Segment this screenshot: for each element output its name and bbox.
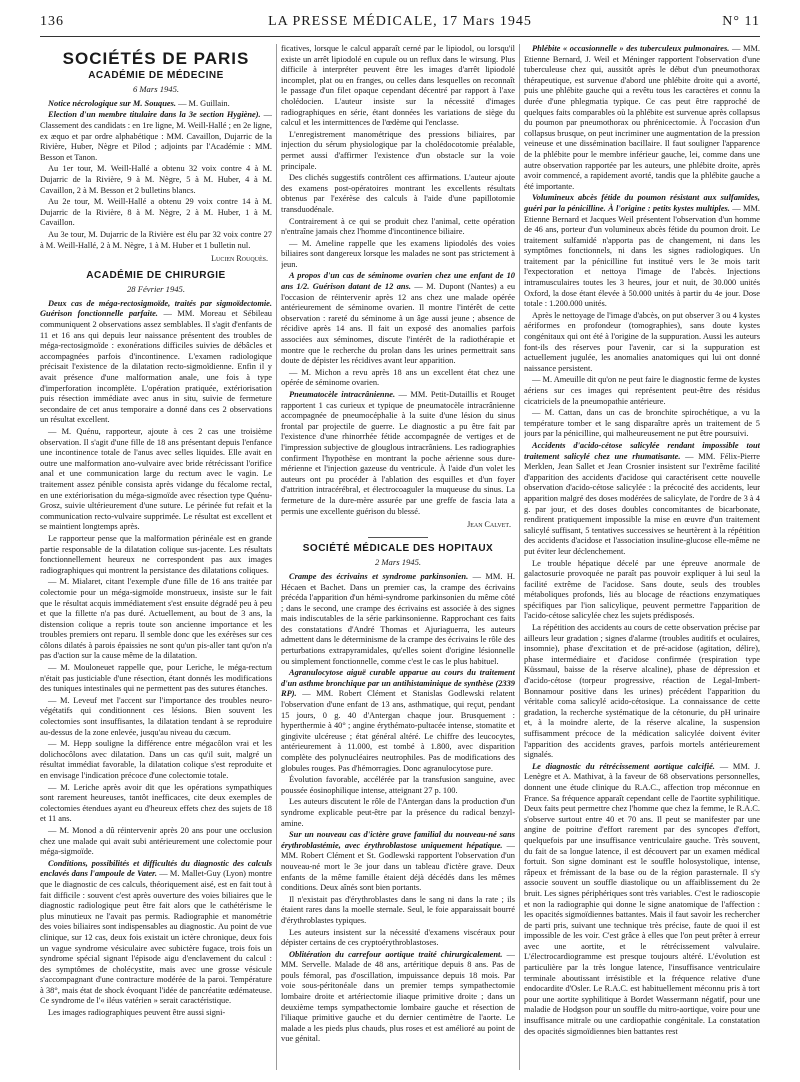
paragraph-text: — MM. Servelle. Malade de 48 ans, artéritique depuis 8 ans. Pas de pouls fémoral, pas d'oscillation, impuissance depuis 18 mois. Par voie sous-péritonéale dans un premier temps sympathectomie lombaire droite et artériectomie iliaque primitive droite ; dans un deuxième temps sympathectomie lombaire gauche et résection de l'iliaque primitive gauche et du dernier centimètre de l'aorte. Le malade a les pieds plus chauds, plus roses et est amélioré au point de vue génital.: [281, 949, 515, 1044]
column-3: [524, 44, 760, 1070]
paragraph-heading: Election d'un membre titulaire dans la 3e section Hygiène).: [48, 110, 261, 120]
paragraph: [281, 271, 515, 366]
running-head: [40, 14, 760, 32]
paragraph: Le rapporteur pense que la malformation périnéale est en grande partie responsable de la dilatation colique sus-jacente. Les résultats fonctionnellement heureux ne correspondent pas aux images radiographiques qui montrent la persistance des dilatations coliques.: [40, 533, 272, 575]
paragraph-text: — Classement des candidats : en 1re ligne, M. Weill-Hallé ; en 2e ligne, ex æquo et par ordre alphabétique : MM. Cavaillon, Dujarric de la Rivière, Huber, Nègre et Pilod ; adjoints par l'Académie : MM. Besson et Tanon.: [40, 110, 272, 162]
column-divider: [519, 44, 520, 1070]
paragraph-text: — MM. Petit-Dutaillis et Rouget rapportent 1 cas curieux et typique de pneumatocèle intracrânienne accompagnée de pneumocéphalie à la suite d'une lésion du sinus frontal par projectile de guerre. Le diagnostic a pu être fait par l'existence d'une rhinorrhée fétide accompagnée de vertiges et de l'impression subjective de glouglous intracrâniens. Les radiographies confirment l'hypothèse en montrant la poche aérienne sous dure-mérienne et l'injection gazeuse du ventricule. À l'aide d'un volet les auteurs ont pu procéder à l'ablation des esquilles et d'un foyer d'attrition intracérébral, et électrocoaguler la muqueuse du sinus. La fermeture de la dure-mère assurée par une greffe de fascia lata a permis une excellente guérison du blessé.: [281, 390, 515, 516]
paragraph: Les auteurs insistent sur la nécessité d'examens viscéraux pour dépister certains de ces cryptoérythroblastoses.: [281, 927, 515, 948]
paragraph: Des clichés suggestifs contrôlent ces affirmations. L'auteur ajoute des examens post-opératoires montrant les excellents résultats obtenus par l'exérèse des calculs à l'aide d'une papillotomie transduodénale.: [281, 173, 515, 214]
paragraph: — M. Ameline rappelle que les examens lipiodolés des voies biliaires sont dangereux lorsque les malades ne sont pas strictement à jeun.: [281, 238, 515, 269]
signature: Lucien Rouquès.: [211, 254, 268, 264]
paragraph-heading: Oblitération du carrefour aortique traité chirurgicalement.: [289, 949, 503, 959]
paragraph: Il n'existait pas d'érythroblastes dans le sang ni dans la rate ; ils étaient rares dans la moelle sternale. Seul, le foie apparaissait bourré d'érythroblastes typiques.: [281, 894, 515, 925]
paragraph: — M. Quénu, rapporteur, ajoute à ces 2 cas une troisième observation. Il s'agit d'une fille de 18 ans présentant depuis l'enfance une incontinence totale de l'anus avec selles liquides. Elle avait en outre une malformation ano-vulvaire avec bride rétrécissant l'orifice anal et une communication large du rectum avec le vagin. Le traitement assez pénible consista après vidange du fécalome rectal, en une extériorisation du méga-sigmoïde avec résection type Quénu-Grosz, suivie ultérieurement d'une suture. Le périnée fut refait et la communication recto-vulvaire supprimée. Le résultat est excellent et se maintient longtemps après.: [40, 427, 272, 532]
paragraph: Au 3e tour, M. Dujarric de la Rivière est élu par 32 voix contre 27 à M. Weill-Hallé, 2 à M. Nègre, 1 à M. Huber et 1 bulletin nul.: [40, 229, 272, 250]
paragraph: [40, 299, 272, 426]
paragraph: Au 2e tour, M. Weill-Hallé a obtenu 29 voix contre 14 à M. Dujarric de la Rivière, 8 à M. Nègre, 2 à M. Huber, 1 à M. Cavaillon.: [40, 197, 272, 228]
paragraph-heading: Phlébite « occasionnelle » des tuberculeux pulmonaires.: [532, 44, 730, 53]
paragraph: [524, 44, 760, 192]
paragraph: — M. Cattan, dans un cas de bronchite spirochétique, a vu la température tomber et le sang disparaître après un traitement de 5 jours par la pénicilline, qui malheureusement ne put être poursuivi.: [524, 408, 760, 439]
paragraph: — M. Michon a revu après 18 ans un excellent état chez une opérée de séminome ovarien.: [281, 367, 515, 388]
paragraph-heading: Notice nécrologique sur M. Souques.: [48, 98, 176, 108]
paragraph: L'enregistrement manométrique des pressions biliaires, par injection du sérum physiologique par la cholédocotomie préalable, permet aussi d'affirmer l'existence d'un obstacle sur la voie principale.: [281, 129, 515, 171]
header-rule: [40, 36, 760, 37]
paragraph-text: — MM. Etienne Bernard et Jacques Weil présentent l'observation d'un homme de 46 ans, porteur d'un volumineux abcès fétide du poumon droit. Le traitement sulfamidé n'apporta pas de changement, ni dans les symptômes fonctionnels, ni dans les signes radiologiques. Un traitement par la pénicilline fut institué vers le 3e mois tarit l'expectoration et nettoya l'image de l'abcès. Injections intramusculaires toutes les 3 heures, jour et nuit, de 30.000 unités Oxford, la dose étant élevée à 50.000 unités à partir du 4e jour. Dose totale : 1.200.000 unités.: [524, 203, 760, 309]
chirurgie-heading: ACADÉMIE DE CHIRURGIE: [86, 269, 226, 281]
paragraph: [524, 762, 760, 1037]
paragraph: La répétition des accidents au cours de cette observation précise par ailleurs leur gradation ; signes d'alarme (troubles auditifs et oculaires, insomnie), phase d'excitation et de pré-acidose (agitation, délire), phase intermédiaire et d'acidose confirmée (respiration type Küssmaul, baisse de la réserve alcaline), phase de dépression et d'acido-cétose (torpeur progressive, réaction de Legal-Imbert-Bonnamour positive dans les urines) précédent l'apparition du véritable coma salicylé acido-cétosique. La connaissance de cette gradation, la recherche systématique de la cétonurie, du pH urinaire et, à la moindre alerte, de la réserve alcaline, la suspension suffisamment précoce de la médication salicylée doivent éviter l'apparition des accidents graves, parfois mortels antérieurement signalés.: [524, 623, 760, 760]
paragraph-text: — M. Guillain.: [178, 98, 230, 108]
paragraph: [40, 110, 272, 163]
paragraph: [281, 572, 515, 667]
paragraph: [524, 441, 760, 558]
paragraph-heading: Accidents d'acido-cétose salicylée rendant impossible tout traitement salicylé chez une rhumatisante.: [524, 440, 760, 461]
paragraph-text: — MM. J. Lenègre et A. Mathivat, à la faveur de 68 observations personnelles, donnent une étude clinique du R.A.C., affection trop méconnue en France. Sa fréquence apparaît cependant celle de l'aortite syphilitique. Deux faits peut permettre chez l'homme que chez la femme, le R.A.C. s'observe surtout entre 40 et 70 ans. Il peut se manifester par une angine de poitrine d'effort rarement par des syncopes d'effort, quelquefois par une insuffisance ventriculaire gauche. Très souvent, du fait de sa longue latence, il est découvert par un examen médical fortuit. Son signe dominant est le souffle holosystolique, intense, râpeux et frémissant de la base ou de la région parasternale. Il s'y associe souvent un souffle diastolique ou un affaiblissement du 2e bruit. Les signes périphériques sont très variables. C'est le radioscopie et non la radiographie qui donne le signe anatomique de l'affection : les opacités sigmoïdiennes battantes. Mais il faut savoir les rechercher de parti pris, suivant une technique très précise, faute de quoi il est impossible de les voir. C'est grâce à elles que l'on peut prêter à erreur avec une aortite, et le rétrécissement valvulaire. L'électrocardiogramme est presque toujours altéré. L'évolution est particulière par la très longue latence, l'insuffisance ventriculaire terminale aboutissant irrésistible et la fréquence relative d'une endocardite d'Osler. Le R.A.C. est habituellement méconnu pris à tort pour une aortite syphilitique à Bordet Wassermann négatif, pour une maladie de Hodgson pour un souffle du mitro-aortique, voire pour une insuffisance mitrale ou une cardiopathie congénitale. La constatation des opacités sigmoïdiennes bien battantes rest: [524, 761, 760, 1036]
paragraph: [281, 950, 515, 1045]
paragraph: [40, 859, 272, 1007]
paragraph-heading: Agranulocytose aiguë curable apparue au cours du traitement d'un asthme bronchique par un antihistaminique de synthèse (2339 RP).: [281, 668, 515, 699]
journal-title: LA PRESSE MÉDICALE, 17 Mars 1945: [268, 14, 532, 29]
paragraph: [281, 390, 515, 517]
paragraph: Les images radiographiques peuvent être aussi signi-: [48, 1008, 226, 1018]
paragraph-text: — MM. Robert Clément et Stanislas Godlewski relatent l'observation d'une enfant de 13 ans, asthmatique, qui reçut, pendant 15 jours, 0 g. 40 d'Antergan chaque jour. Brusquement : hyperthermie à 40° ; angine érythémato-pultacée intense, stomatite et gingivite ulcéreuse ; état général altéré. Le chiffre des leucocytes, antérieurement à 11.000, est tombé à 1.800, avec disparition complète des polynucléaires neutrophiles. Pas de modifications des globules rouges. Pas d'hémorragies. Donc agranulocytose pure.: [281, 689, 515, 773]
signature: Jean Calvet.: [467, 520, 511, 530]
section-rule: [368, 537, 428, 538]
paragraph-heading: Sur un nouveau cas d'ictère grave familial du nouveau-né sans érythroblastémie, avec érythroblastose uniquement hépatique.: [281, 830, 515, 850]
paragraph-text: — MM. Etienne Bernard, J. Weil et Méninger rapportent l'observation d'une tuberculeuse chez qui, aussitôt après le début d'un pneumothorax thérapeutique, est survenue d'abord une phlébite droite qui a avorté, puis une phlébite gauche qui a revêtu tous les caractères et connu la durée d'une phlegmatia typique. Ce cas peut être rapproché de quelques faits comparables où la phlébite est survenue après collapsus du poumon par pneumothorax ou phrénicectomie. À l'occasion d'un collapsus brusque, on peut incriminer une augmentation de la pression veineuse et une dissémination bacillaire. Il faut souligner l'apparence de la phlébite pour le membre inférieur gauche, lei, comme dans une autre observation rapportée par les auteurs, une phlébite droite, après avoir commencé, a rapidement avorté, tandis que la phlébite gauche a été importante.: [524, 44, 760, 191]
paragraph-text: — MM. Robert Clément et St. Godlewski rapportent l'observation d'un nouveau-né mort le 3e jour dans un tableau d'ictère grave. Deux enfants de la même famille étaient déjà décédés dans les mêmes conditions. Deux aînés sont bien portants.: [281, 840, 515, 893]
paragraph-text: — MM. Moreau et Sébileau communiquent 2 observations assez semblables. Il s'agit d'enfants de 11 et 16 ans qui depuis leur naissance présentent des troubles de méga-rectosigmoïde : exonérations difficiles suivies de débâcles et accompagnées parfois d'incontinence. L'examen radiologique précisait l'existence de la dilatation recto-sigmoïdienne. Enfin il y avait présence d'une malformation anale, une fois à type d'imperforation incomplète. L'opération pratiquée, extériorisation puis résection immédiate avec anus in situ, suivie de fermeture secondaire de cet anus temporaire a donné dans ces 2 observations un résultat excellent.: [40, 309, 272, 425]
paragraph: [281, 668, 515, 774]
paragraph: [40, 99, 272, 110]
column-2: [281, 44, 515, 1070]
paragraph: Au 1er tour, M. Weill-Hallé a obtenu 32 voix contre 4 à M. Dujarric de la Rivière, 9 à M. Nègre, 5 à M. Huber, 4 à M. Cavaillon, 2 à M. Besson et 2 bulletins blancs.: [40, 164, 272, 195]
paragraph: Contrairement à ce qui se produit chez l'animal, cette opération n'entraîne jamais chez l'homme d'incontinence biliaire.: [281, 216, 515, 237]
paragraph: — M. Monod a dû réintervenir après 20 ans pour une occlusion chez une malade qui avait subi antérieurement une colectomie pour méga-sigmoïde.: [40, 825, 272, 857]
hopitaux-date: 2 Mars 1945.: [374, 557, 422, 568]
paragraph: [281, 830, 515, 894]
paragraph: — M. Ameuille dit qu'on ne peut faire le diagnostic ferme de kystes aériens sur ces images qui représentent peut-être des résidus cicatriciels de la pneumopathie antérieure.: [524, 375, 760, 406]
issue-number: N° 11: [722, 14, 760, 29]
chirurgie-date: 28 Février 1945.: [127, 284, 185, 295]
paragraph: ficatives, lorsque le calcul apparaît cerné par le lipiodol, ou lorsqu'il existe un arrêt lipiodolé en cupule ou un reflux dans le wirsung. Plus difficile à interpréter peuvent être les images d'arrêt lipiodolé incomplet, plat ou en franges, ou celles dans lesquelles on reconnaît le passage d'un filet opaque cependant décentré par rapport à l'axe cholédocien. L'auteur insiste sur la nécessité d'images radiographiques en série, étant données les variations de siège du calcul et les intermittences de l'œdème qui l'enclasse.: [281, 44, 515, 128]
paragraph-heading: Deux cas de méga-rectosigmoïde, traités par sigmoïdectomie. Guérison fonctionnelle parfaite.: [40, 298, 272, 319]
column-divider: [276, 44, 277, 1070]
paragraph: Après le nettoyage de l'image d'abcès, on put observer 3 ou 4 kystes aériformes en profondeur (tomographies), sans doute kystes congénitaux qui ont été à l'origine de la suppuration. Aussi les auteurs font-ils des réserves pour l'avenir, car si la suppuration est actuellement jugulée, les anomalies anatomiques qui lui ont donné naissance persistent.: [524, 310, 760, 373]
paragraph-heading: Le diagnostic du rétrécissement aortique calcifié.: [532, 761, 715, 771]
paragraph-heading: A propos d'un cas de séminome ovarien chez une enfant de 10 ans 1/2. Guérison datant de 12 ans.: [281, 271, 515, 292]
paragraph-heading: Conditions, possibilités et difficultés du diagnostic des calculs enclavés dans l'ampoule de Vater.: [40, 858, 272, 879]
paragraph-text: — MM. Félix-Pierre Merklen, Jean Sallet et Jean Crosnier insistent sur l'extrême facilité d'apparition des accidents d'acidose qui caractérisent cette nouvelle observation d'acido-cétose salicylée : la précocité des accidents, leur apparition malgré des doses modérées de salicylate, de l'ordre de 3 à 4 g. par jour, et des doses doubles concomitantes de bicarbonate, rendirent pratiquement impossible la mise en œuvre d'un traitement salicylé suffisant, 5 tentatives successives se heurtèrent à la répétition des accidents d'acidose et l'association insuline-glucose elle-même ne put éviter leur déclenchement.: [524, 451, 760, 556]
paragraph: [524, 193, 760, 310]
paragraph: — M. Leriche après avoir dit que les opérations sympathiques sont rarement heureuses, tantôt inefficaces, cite deux exemples de colectomies étendues ayant eu d'heureux effets chez des sujets de 18 et 11 ans.: [40, 782, 272, 824]
paragraph-text: — M. Mallet-Guy (Lyon) montre que le diagnostic de ces calculs, théoriquement aisé, est en fait tout à fait difficile : souvent c'est après ouverture des voies biliaires que le diagnostic radiologique peut être fait alors que le cathétérisme le plus minutieux ne l'avait pas permis. Radiographie et manométrie des voies biliaires sont indispensables au diagnostic. Au point de vue clinique, sur 12 cas, deux fois existait un ictère chronique, deux fois un vague syndrome vésiculaire avec subictère fugace, trois fois un syndrome spécial signant l'épisode aigu d'enclavement du calcul : des symptômes de cholécystite, mais avec une grosse vésicule s'accompagnant d'une contracture modérée de la paroi. Température à 38°, mais état de shock évoquant l'idée de pancréatite œdémateuse. Ce syndrome de l'« iléus vatérien » serait caractéristique.: [40, 869, 272, 1006]
paragraph-text: — MM. H. Hécaen et Bachet. Dans un premier cas, la crampe des écrivains précéda l'apparition d'un hémi-syndrome parkinsonien du même côté ; dans le second, une crampe des écrivains est associée à des signes mais indiscutables de la série parkinsonienne. Rapprochant ces faits des constatations d'André Thomas et Ajuriaguerra, les auteurs admettent dans le déterminisme de la crampe des écrivains le rôle des perturbations extrapyramidales, qu'elles soient d'origine lésionnelle ou simplement fonctionnelle, comme c'est le cas le plus habituel.: [281, 571, 515, 666]
paragraph: — M. Leveuf met l'accent sur l'importance des troubles neuro-végétatifs qui conditionnent ces lésions. Bien souvent les colectomies sont insuffisantes, la dilatation tendant à se reproduire au-dessus de la zone enlevée, jusqu'au niveau du cæcum.: [40, 695, 272, 737]
hopitaux-heading: SOCIÉTÉ MÉDICALE DES HOPITAUX: [302, 542, 494, 554]
paragraph-heading: Volumineux abcès fétide du poumon résistant aux sulfamides, guéri par la pénicilline. À l'origine : petits kystes multiples.: [524, 193, 760, 213]
academy-date: 6 Mars 1945.: [132, 84, 180, 95]
paragraph: Évolution favorable, accélérée par la transfusion sanguine, avec poussée éosinophilique intense, atteignant 27 p. 100.: [281, 775, 515, 795]
paragraph-heading: Crampe des écrivains et syndrome parkinsonien.: [289, 571, 469, 581]
column-1: [40, 44, 272, 1070]
paragraph: — M. Mouloneuet rappelle que, pour Leriche, le méga-rectum n'était pas justiciable d'une résection, étant donnés les modifications des tuniques intestinales qui ne permettent pas des sutures étanches.: [40, 663, 272, 694]
paragraph: — M. Mialaret, citant l'exemple d'une fille de 16 ans traitée par colectomie pour un méga-sigmoïde monstrueux, insiste sur le fait que le résultat acquis immédiatement s'est ensuite dégradé peu à peu et que la fillette n'a pas duré. Actuellement, au bout de 3 ans, la distension colique a repris toute son ancienne importance et les troubles premiers ont reparu. Il semble donc que les exérèses sur ces côlons dilatés à parois épaissies ne sont qu'un pis-aller tant qu'on n'a pas d'action sur la cause même de la dilatation.: [40, 577, 272, 661]
paragraph: Les auteurs discutent le rôle de l'Antergan dans la production d'un syndrome explicable peut-être par la présence du radical benzyl-amine.: [281, 797, 515, 828]
paragraph-text: — M. Dupont (Nantes) a eu l'occasion de réintervenir après 12 ans chez une malade opérée antérieurement de séminome ovarien. Il montre l'intérêt de cette observation : rareté du séminome à un âge aussi jeune ; absence de récidive après 14 ans. Il fait un exposé des anomalies parfois associées aux séminomes, discute l'intérêt de la radiothérapie et montre que le recherche du prolan dans les urines permettrait sans doute de dépister les récidives avant leur apparition.: [281, 282, 515, 366]
paragraph-heading: Pneumatocèle intracrânienne.: [289, 390, 396, 399]
section-title: SOCIÉTÉS DE PARIS: [62, 49, 250, 68]
academy-heading: ACADÉMIE DE MÉDECINE: [88, 69, 224, 81]
paragraph: — M. Hepp souligne la différence entre mégacôlon vrai et les dolichocôlons avec dilatation. Dans un cas qu'il suit, malgré un résultat immédiat favorable, la dilatation colique s'est reproduite et en envisage l'indication précoce d'une colectomie totale.: [40, 739, 272, 780]
page-number: 136: [40, 14, 64, 29]
paragraph: Le trouble hépatique décelé par une épreuve anormale de galactosurie provoquée ne paraît pas pouvoir expliquer à lui seul la facilité extrême de l'acidose. Sans doute, seuls des troubles métaboliques profonds, liés au blocage de réactions enzymatiques spécifiques par l'ion salicylique, peuvent permettre l'apparition de l'acido-cétose salicylée chez les sujets prédisposés.: [524, 558, 760, 621]
